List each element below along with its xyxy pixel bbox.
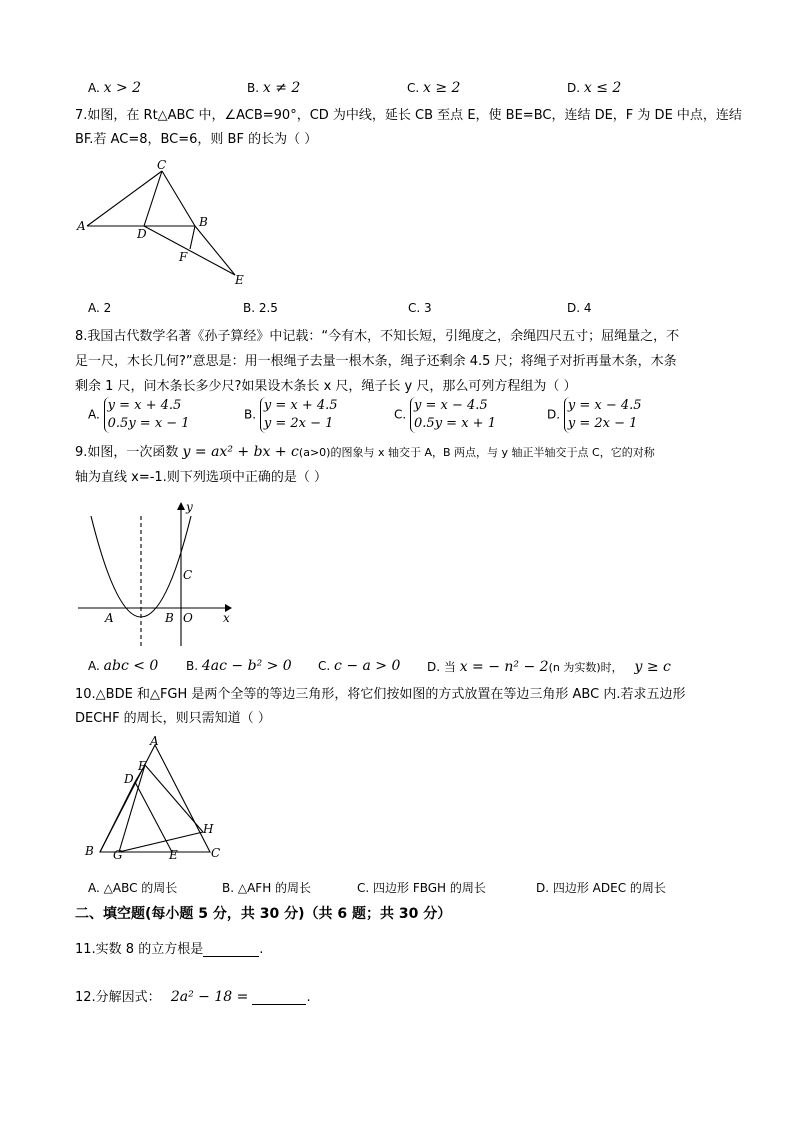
q12-expr: 2a² − 18 = <box>170 989 249 1005</box>
q9-label-c: C <box>183 568 193 582</box>
q7-line1: 7.如图，在 Rt△ABC 中，∠ACB=90°，CD 为中线，延长 CB 至点 E，使 BE=BC，连结 DE，F 为 DE 中点，连结 <box>75 108 742 123</box>
q10-line1: 10.△BDE 和△FGH 是两个全等的等边三角形，将它们按如图的方式放置在等边三角形 ABC 内.若求五边形 <box>75 687 686 702</box>
option-tail: (n 为实数)时， <box>548 661 623 674</box>
option-expr: c − a > 0 <box>334 658 401 674</box>
equation-2: 0.5y = x + 1 <box>414 416 496 431</box>
q10-figure <box>75 735 235 865</box>
section-2-title: 二、填空题(每小题 5 分，共 30 分)（共 6 题；共 30 分） <box>75 906 452 922</box>
q7-label-f: F <box>179 250 188 264</box>
option-expr: x ≥ 2 <box>423 80 461 96</box>
q9-figure <box>75 498 235 648</box>
q7-option-d: D. 4 <box>567 301 592 315</box>
q9-function-expr: y = ax² + bx + c <box>182 444 299 460</box>
equation-1: y = x − 4.5 <box>414 398 488 413</box>
q8-option-a <box>88 397 190 433</box>
q6-option-d <box>567 80 621 96</box>
q10-label-c: C <box>211 846 221 860</box>
q10-option-c: C. 四边形 FBGH 的周长 <box>357 881 486 895</box>
q6-option-c <box>407 80 460 96</box>
q8-line2: 足一尺，木长几何?”意思是：用一根绳子去量一根木条，绳子还剩余 4.5 尺；将绳子对折再量木条，木条 <box>75 354 677 369</box>
q9-label-y: y <box>186 500 193 514</box>
q9-line1-post: (a>0)的图象与 x 轴交于 A，B 两点，与 y 轴正半轴交于点 C，它的对称 <box>298 446 655 459</box>
q12-answer-blank[interactable] <box>252 990 306 1005</box>
q7-label-c: C <box>157 158 167 172</box>
option-expr: abc < 0 <box>103 658 159 674</box>
option-letter: D. <box>547 407 561 422</box>
q9-label-x: x <box>223 611 230 625</box>
q10-label-b: B <box>85 844 94 858</box>
q12-text: 12.分解因式： <box>75 990 161 1005</box>
option-letter: B. <box>244 407 257 422</box>
option-expr2: y ≥ c <box>634 659 671 675</box>
option-expr: 4ac − b² > 0 <box>201 658 292 674</box>
q9-label-o: O <box>183 611 193 625</box>
q10-label-h: H <box>203 822 214 836</box>
q11 <box>75 938 263 957</box>
equation-system <box>104 397 190 433</box>
option-letter: B. <box>247 81 260 95</box>
option-expr: x > 2 <box>103 80 142 96</box>
q10-label-a: A <box>150 735 159 748</box>
q11-text: 11.实数 8 的立方根是 <box>75 942 204 957</box>
q11-end: . <box>259 942 264 957</box>
option-letter: C. <box>318 659 331 673</box>
q10-label-d: D <box>124 772 134 786</box>
q12 <box>75 986 311 1005</box>
q9-option-a <box>88 658 158 674</box>
equation-system <box>260 397 338 433</box>
equation-2: 0.5y = x − 1 <box>107 416 190 431</box>
q7-line2: BF.若 AC=8，BC=6，则 BF 的长为（ ） <box>75 132 318 147</box>
option-letter: D. 当 <box>427 660 456 674</box>
q9-label-b: B <box>165 611 174 625</box>
equation-system <box>564 397 642 433</box>
q9-line2: 轴为直线 x=-1.则下列选项中正确的是（ ） <box>75 470 327 485</box>
q10-label-f: F <box>138 759 147 773</box>
q10-option-d: D. 四边形 ADEC 的周长 <box>536 881 666 895</box>
q7-figure <box>75 158 255 288</box>
q12-end: . <box>306 990 311 1005</box>
q8-line3: 剩余 1 尺，问木条长多少尺?如果设木条长 x 尺，绳子长 y 尺，那么可列方程组为（ ） <box>75 379 577 394</box>
q8-option-c <box>394 397 496 433</box>
option-expr: x ≠ 2 <box>262 80 301 96</box>
q9-option-d <box>427 658 671 675</box>
q9-label-a: A <box>105 611 114 625</box>
q7-option-a: A. 2 <box>88 301 112 315</box>
equation-1: y = x − 4.5 <box>567 398 642 413</box>
q6-option-b <box>247 80 300 96</box>
q10-option-b: B. △AFH 的周长 <box>222 881 312 895</box>
q9-option-c <box>318 658 400 674</box>
q9-line1-pre: 9.如图，一次函数 <box>75 445 179 460</box>
equation-1: y = x + 4.5 <box>107 398 182 413</box>
q10-label-e: E <box>169 848 178 862</box>
q7-label-d: D <box>137 227 147 241</box>
option-letter: A. <box>88 659 100 673</box>
q8-option-b <box>244 397 338 433</box>
q8-line1: 8.我国古代数学名著《孙子算经》中记载：“今有木，不知长短，引绳度之，余绳四尺五寸；屈绳量之，不 <box>75 329 680 344</box>
option-letter: B. <box>186 659 199 673</box>
q10-label-g: G <box>113 848 123 862</box>
q9-line1 <box>75 441 655 460</box>
equation-2: y = 2x − 1 <box>263 416 334 431</box>
option-letter: C. <box>394 407 407 422</box>
option-expr: x ≤ 2 <box>583 80 622 96</box>
q10-option-a: A. △ABC 的周长 <box>88 881 178 895</box>
q7-option-c: C. 3 <box>408 301 432 315</box>
option-letter: C. <box>407 81 420 95</box>
equation-1: y = x + 4.5 <box>263 398 338 413</box>
option-expr: x = − n² − 2 <box>459 659 549 675</box>
equation-system <box>410 397 496 433</box>
q7-label-b: B <box>199 215 208 229</box>
option-letter: D. <box>567 81 581 95</box>
q7-option-b: B. 2.5 <box>243 301 278 315</box>
q10-line2: DECHF 的周长，则只需知道（ ） <box>75 711 271 726</box>
q7-label-a: A <box>77 219 86 233</box>
option-letter: A. <box>88 81 100 95</box>
q8-option-d <box>547 397 642 433</box>
equation-2: y = 2x − 1 <box>567 416 638 431</box>
q11-answer-blank[interactable] <box>203 942 259 957</box>
q6-option-a <box>88 80 141 96</box>
option-letter: A. <box>88 407 100 422</box>
q9-option-b <box>186 658 292 674</box>
q7-label-e: E <box>235 273 244 287</box>
